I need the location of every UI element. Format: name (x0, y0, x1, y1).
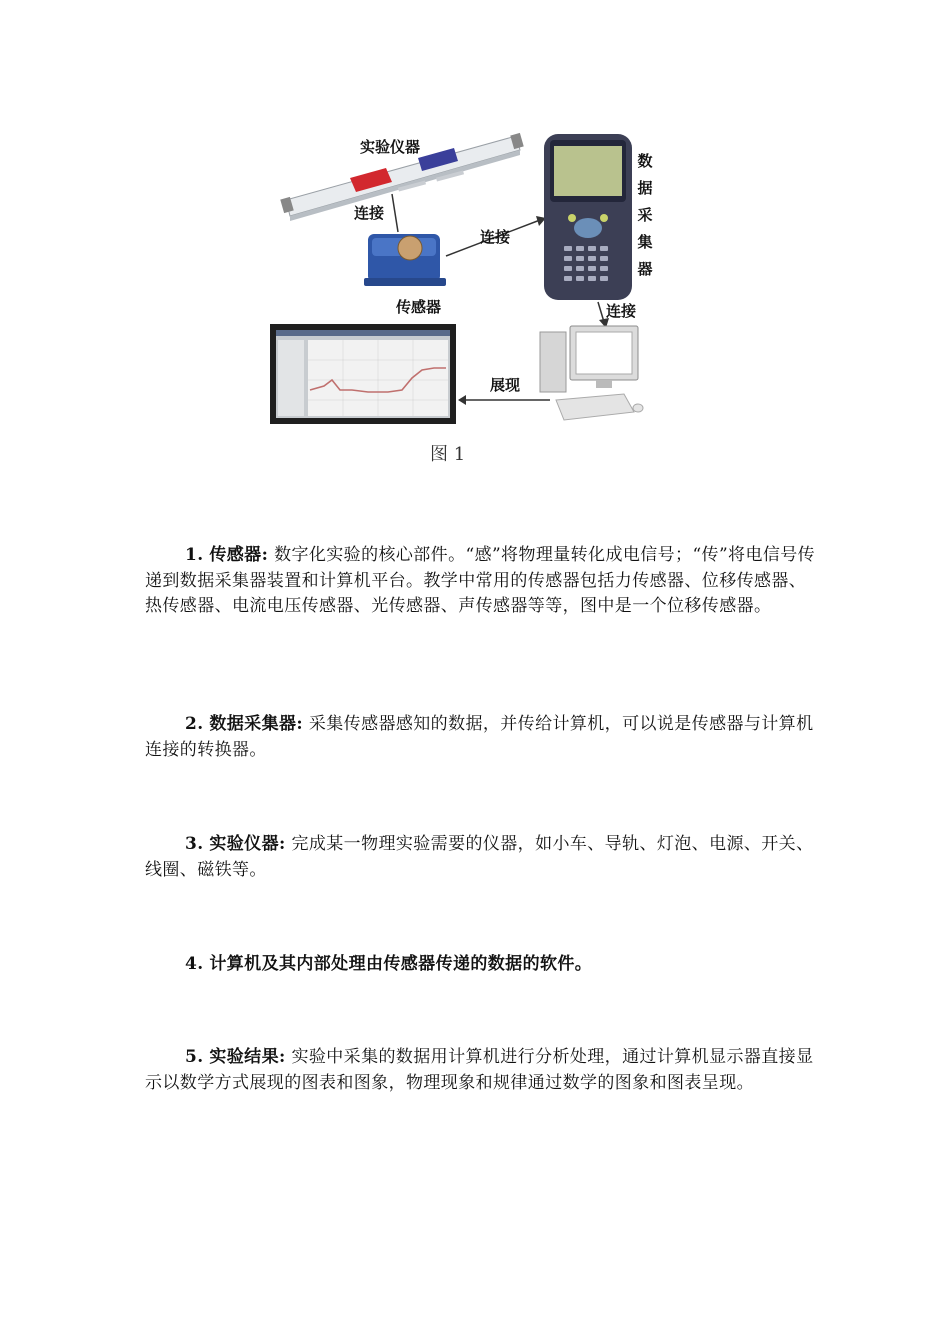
sensor-image (364, 234, 446, 286)
label-collector (636, 148, 654, 283)
label-display: 展现 (490, 376, 521, 394)
section-text: 采集传感器感知的数据，并传给计算机，可以说是传感器与计算机连接的转换器。 (145, 714, 814, 760)
data-collector-image (544, 134, 632, 300)
label-collector-char: 采 (637, 206, 653, 224)
label-collector-char: 器 (637, 260, 653, 278)
section-number: 4. (185, 954, 204, 974)
section-text: 完成某一物理实验需要的仪器，如小车、导轨、灯泡、电源、开关、线圈、磁铁等。 (145, 834, 814, 880)
section-number: 5. (185, 1047, 204, 1067)
computer-image (540, 326, 643, 420)
section-term: 传感器: (209, 545, 269, 565)
section-term: 实验结果: (209, 1047, 286, 1067)
section-text: 实验中采集的数据用计算机进行分析处理，通过计算机显示器直接显示以数学方式展现的图表和图象，物理现象和规律通过数学的图象和图表呈现。 (145, 1047, 814, 1093)
section-term: 实验仪器: (209, 834, 286, 854)
section-data-collector (145, 712, 820, 763)
section-term: 数据采集器: (209, 714, 304, 734)
label-connect-mid: 连接 (480, 228, 511, 246)
label-collector-char: 据 (637, 179, 653, 197)
diagram-illustration (268, 128, 668, 428)
section-computer (145, 952, 820, 978)
section-number: 2. (185, 714, 204, 734)
result-screen-image (270, 324, 456, 424)
section-result (145, 1045, 820, 1096)
label-collector-char: 集 (637, 233, 653, 251)
section-text: 数字化实验的核心部件。“感”将物理量转化成电信号；“传”将电信号传递到数据采集器装置和计算机平台。教学中常用的传感器包括力传感器、位移传感器、热传感器、电流电压传感器、光传感器、声传感器等等，图中是一个位移传感器。 (145, 545, 816, 616)
section-number: 1. (185, 545, 204, 565)
label-instrument: 实验仪器 (360, 138, 421, 156)
label-connect-left: 连接 (354, 204, 385, 222)
label-collector-char: 数 (637, 152, 653, 170)
figure-caption: 图 1 (430, 444, 466, 465)
section-term: 计算机及其内部处理由传感器传递的数据的软件。 (209, 954, 593, 974)
label-sensor: 传感器 (396, 298, 442, 316)
section-sensor (145, 543, 820, 620)
experiment-diagram (268, 128, 668, 428)
label-connect-right: 连接 (606, 302, 637, 320)
section-number: 3. (185, 834, 204, 854)
section-instrument (145, 832, 820, 883)
